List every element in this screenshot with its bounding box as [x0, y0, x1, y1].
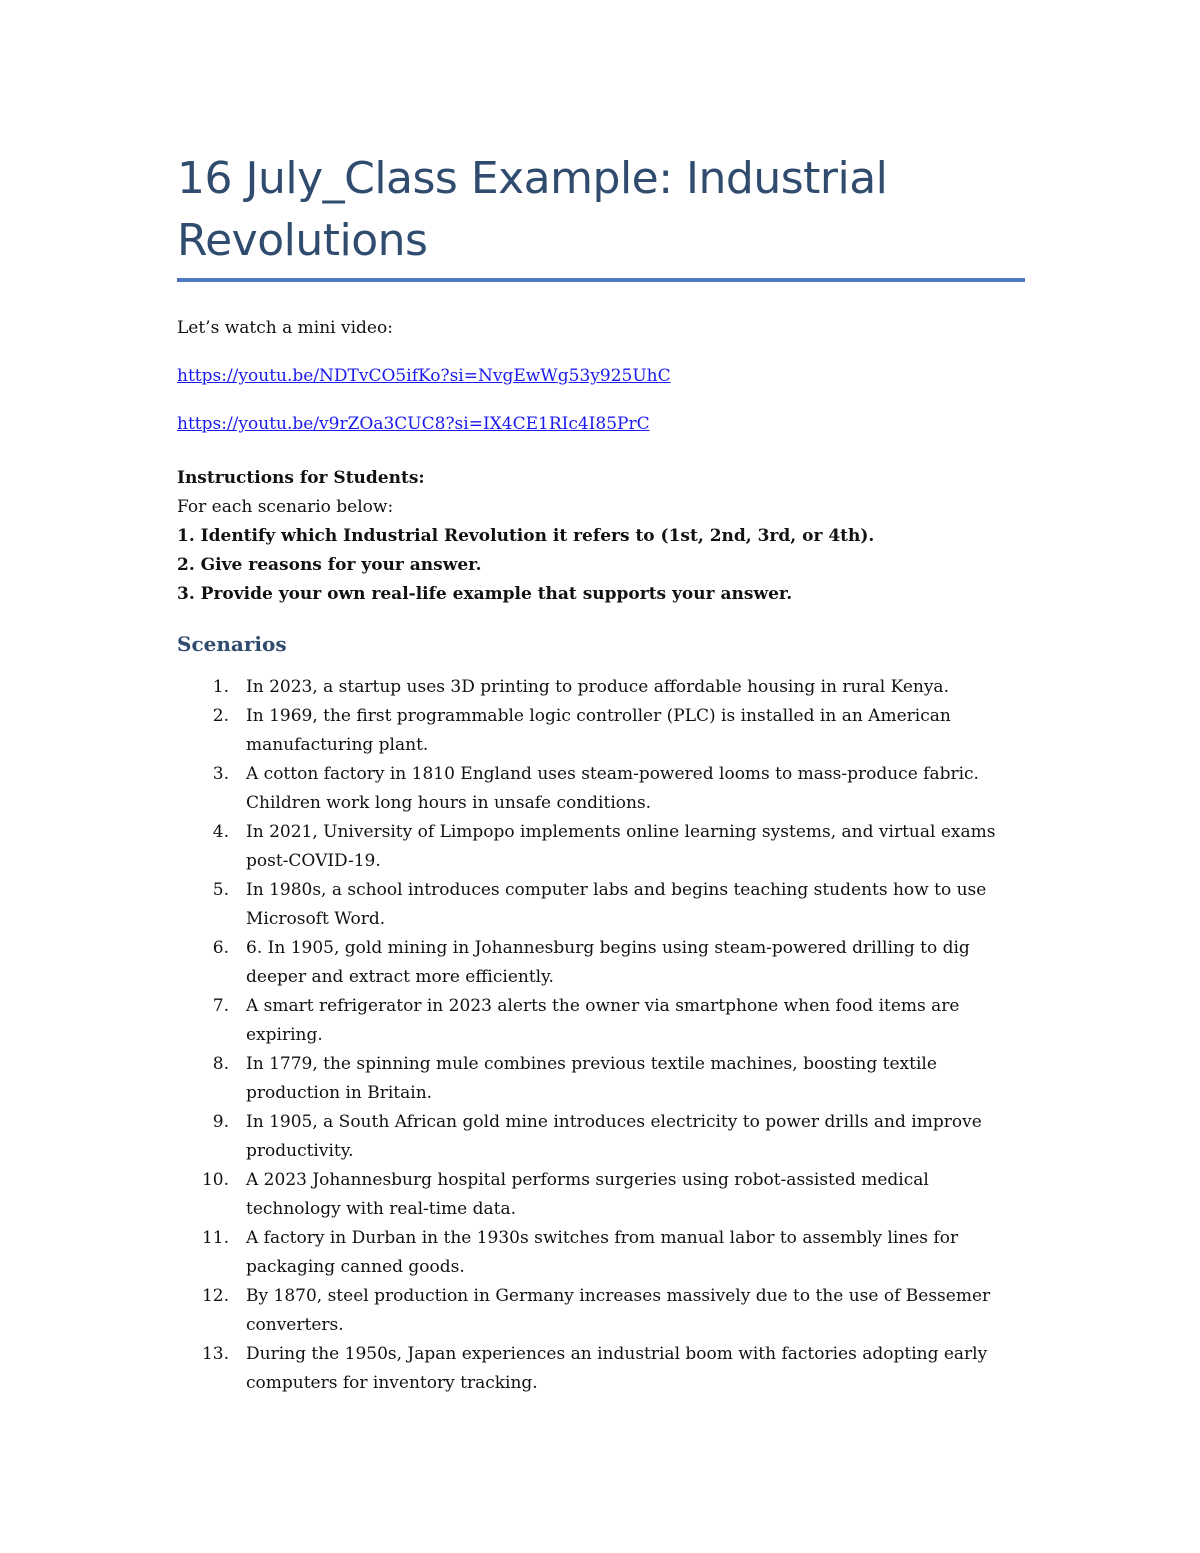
scenario-text: In 2023, a startup uses 3D printing to produce affordable housing in rural Kenya. [246, 677, 949, 697]
scenario-item [177, 1340, 1026, 1398]
scenarios-heading: Scenarios [177, 632, 287, 656]
scenario-text: In 1779, the spinning mule combines previous textile machines, boosting textile production in Britain. [246, 1054, 937, 1103]
instructions-heading: Instructions for Students: [177, 468, 425, 488]
scenario-item [177, 673, 1026, 702]
scenario-item [177, 702, 1026, 760]
scenarios-list [177, 673, 1025, 1398]
scenario-text: In 2021, University of Limpopo implements online learning systems, and virtual exams post-COVID-19. [246, 822, 996, 871]
scenario-item [177, 876, 1026, 934]
scenario-text: By 1870, steel production in Germany increases massively due to the use of Bessemer converters. [246, 1286, 991, 1335]
intro-text: Let’s watch a mini video: [177, 318, 393, 338]
scenario-text: In 1905, a South African gold mine introduces electricity to power drills and improve productivity. [246, 1112, 982, 1161]
scenario-number: 8. [212, 1054, 229, 1074]
scenario-item [177, 1282, 1026, 1340]
page-title: 16 July_Class Example: Industrial Revolutions [177, 153, 888, 266]
scenario-item [177, 1108, 1026, 1166]
video-link-1[interactable]: https://youtu.be/NDTvCO5ifKo?si=NvgEwWg53y925UhC [177, 366, 671, 386]
scenario-number: 12. [201, 1286, 229, 1306]
scenario-number: 13. [201, 1344, 229, 1364]
scenario-item [177, 818, 1026, 876]
title-divider [177, 278, 1025, 282]
scenario-text: A 2023 Johannesburg hospital performs surgeries using robot-assisted medical technology with real-time data. [246, 1170, 929, 1219]
scenario-number: 9. [212, 1112, 229, 1132]
instruction-step: 1. Identify which Industrial Revolution it refers to (1st, 2nd, 3rd, or 4th). [177, 526, 875, 546]
video-link-2[interactable]: https://youtu.be/v9rZOa3CUC8?si=IX4CE1RIc4I85PrC [177, 414, 650, 434]
scenario-item [177, 934, 1026, 992]
scenario-item [177, 1050, 1026, 1108]
instruction-step: 2. Give reasons for your answer. [177, 555, 482, 575]
scenario-number: 2. [212, 706, 229, 726]
scenario-item [177, 1224, 1026, 1282]
scenario-text: During the 1950s, Japan experiences an industrial boom with factories adopting early computers for inventory tracking. [246, 1344, 988, 1393]
scenario-text: A smart refrigerator in 2023 alerts the owner via smartphone when food items are expiring. [246, 996, 960, 1045]
scenario-number: 7. [212, 996, 229, 1016]
scenario-number: 11. [201, 1228, 229, 1248]
scenario-text: 6. In 1905, gold mining in Johannesburg begins using steam-powered drilling to dig deeper and extract more efficiently. [246, 938, 970, 987]
scenario-number: 6. [212, 938, 229, 958]
instructions-lead: For each scenario below: [177, 497, 394, 517]
instruction-step: 3. Provide your own real-life example that supports your answer. [177, 584, 793, 604]
scenario-number: 5. [212, 880, 229, 900]
scenario-text: In 1980s, a school introduces computer labs and begins teaching students how to use Microsoft Word. [246, 880, 987, 929]
scenario-number: 3. [212, 764, 229, 784]
scenario-number: 4. [212, 822, 229, 842]
scenario-number: 1. [212, 677, 229, 697]
scenario-text: In 1969, the first programmable logic controller (PLC) is installed in an American manufacturing plant. [246, 706, 951, 755]
instructions-block [177, 464, 1025, 609]
document-page [177, 148, 1025, 1398]
scenario-number: 10. [201, 1170, 229, 1190]
scenario-item [177, 1166, 1026, 1224]
scenario-item [177, 992, 1026, 1050]
scenario-text: A factory in Durban in the 1930s switches from manual labor to assembly lines for packaging canned goods. [246, 1228, 959, 1277]
scenario-text: A cotton factory in 1810 England uses steam-powered looms to mass-produce fabric. Children work long hours in unsafe conditions. [246, 764, 979, 813]
scenario-item [177, 760, 1026, 818]
